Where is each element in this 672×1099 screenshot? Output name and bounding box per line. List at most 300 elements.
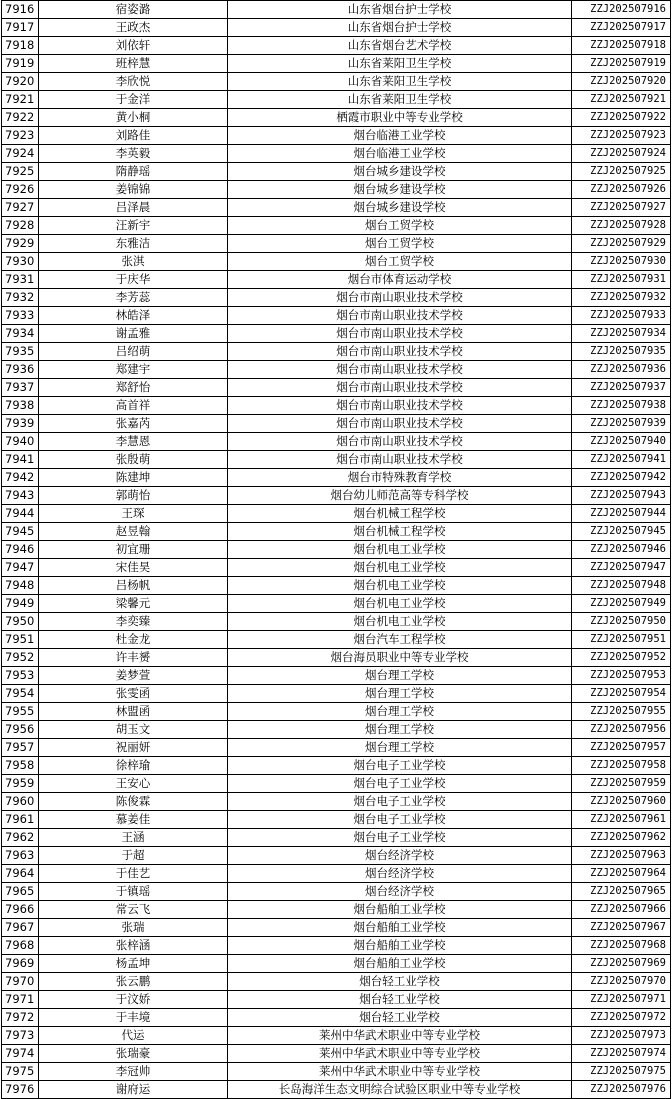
table-row: [2, 757, 671, 775]
table-row: [2, 469, 671, 487]
certificate-code: ZZJ202507941: [572, 451, 671, 469]
certificate-code: ZZJ202507932: [572, 289, 671, 307]
school-name: 烟台理工学校: [228, 685, 572, 703]
row-number: 7953: [2, 667, 39, 685]
school-name: 莱州中华武术职业中等专业学校: [228, 1027, 572, 1045]
student-name: 郑建宇: [39, 361, 228, 379]
row-number: 7918: [2, 37, 39, 55]
student-name: 谢孟雅: [39, 325, 228, 343]
school-name: 烟台市南山职业技术学校: [228, 415, 572, 433]
school-name: 烟台轻工业学校: [228, 991, 572, 1009]
row-number: 7924: [2, 145, 39, 163]
row-number: 7970: [2, 973, 39, 991]
row-number: 7965: [2, 883, 39, 901]
student-name: 宿姿潞: [39, 1, 228, 19]
row-number: 7936: [2, 361, 39, 379]
table-row: [2, 577, 671, 595]
row-number: 7923: [2, 127, 39, 145]
table-row: [2, 955, 671, 973]
certificate-code: ZZJ202507922: [572, 109, 671, 127]
school-name: 烟台市南山职业技术学校: [228, 433, 572, 451]
certificate-code: ZZJ202507933: [572, 307, 671, 325]
row-number: 7960: [2, 793, 39, 811]
certificate-code: ZZJ202507934: [572, 325, 671, 343]
student-name: 于丰境: [39, 1009, 228, 1027]
student-name: 于镇瑶: [39, 883, 228, 901]
row-number: 7948: [2, 577, 39, 595]
row-number: 7976: [2, 1081, 39, 1099]
certificate-code: ZZJ202507940: [572, 433, 671, 451]
table-row: [2, 505, 671, 523]
row-number: 7966: [2, 901, 39, 919]
school-name: 山东省烟台艺术学校: [228, 37, 572, 55]
table-row: [2, 991, 671, 1009]
school-name: 烟台汽车工程学校: [228, 631, 572, 649]
table-row: [2, 379, 671, 397]
row-number: 7922: [2, 109, 39, 127]
student-name: 许丰赟: [39, 649, 228, 667]
table-row: [2, 685, 671, 703]
table-row: [2, 649, 671, 667]
certificate-code: ZZJ202507965: [572, 883, 671, 901]
row-number: 7944: [2, 505, 39, 523]
school-name: 烟台市南山职业技术学校: [228, 361, 572, 379]
table-row: [2, 1, 671, 19]
school-name: 烟台机电工业学校: [228, 541, 572, 559]
table-row: [2, 865, 671, 883]
table-row: [2, 901, 671, 919]
certificate-code: ZZJ202507969: [572, 955, 671, 973]
student-name: 张瑞豪: [39, 1045, 228, 1063]
student-name: 王安心: [39, 775, 228, 793]
school-name: 烟台船舶工业学校: [228, 937, 572, 955]
row-number: 7961: [2, 811, 39, 829]
student-name: 隋静瑶: [39, 163, 228, 181]
row-number: 7930: [2, 253, 39, 271]
school-name: 烟台轻工业学校: [228, 973, 572, 991]
certificate-code: ZZJ202507975: [572, 1063, 671, 1081]
certificate-code: ZZJ202507974: [572, 1045, 671, 1063]
student-name: 于庆华: [39, 271, 228, 289]
certificate-code: ZZJ202507945: [572, 523, 671, 541]
row-number: 7934: [2, 325, 39, 343]
school-name: 烟台工贸学校: [228, 217, 572, 235]
school-name: 长岛海洋生态文明综合试验区职业中等专业学校: [228, 1081, 572, 1099]
table-row: [2, 721, 671, 739]
school-name: 山东省烟台护士学校: [228, 19, 572, 37]
table-row: [2, 397, 671, 415]
table-row: [2, 559, 671, 577]
certificate-code: ZZJ202507925: [572, 163, 671, 181]
table-row: [2, 667, 671, 685]
table-row: [2, 55, 671, 73]
row-number: 7926: [2, 181, 39, 199]
row-number: 7920: [2, 73, 39, 91]
row-number: 7946: [2, 541, 39, 559]
row-number: 7929: [2, 235, 39, 253]
student-name: 于超: [39, 847, 228, 865]
student-name: 杨孟坤: [39, 955, 228, 973]
student-name: 徐梓瑜: [39, 757, 228, 775]
student-name: 李慧恩: [39, 433, 228, 451]
certificate-code: ZZJ202507953: [572, 667, 671, 685]
row-number: 7927: [2, 199, 39, 217]
student-name: 王涵: [39, 829, 228, 847]
table-row: [2, 523, 671, 541]
row-number: 7932: [2, 289, 39, 307]
certificate-code: ZZJ202507916: [572, 1, 671, 19]
student-name: 吕泽晨: [39, 199, 228, 217]
certificate-code: ZZJ202507954: [572, 685, 671, 703]
table-row: [2, 703, 671, 721]
student-name: 李冠帅: [39, 1063, 228, 1081]
student-name: 吕杨帆: [39, 577, 228, 595]
student-name: 梁馨元: [39, 595, 228, 613]
school-name: 烟台理工学校: [228, 703, 572, 721]
student-name: 李芳蕊: [39, 289, 228, 307]
student-name: 谢府运: [39, 1081, 228, 1099]
table-row: [2, 37, 671, 55]
school-name: 山东省烟台护士学校: [228, 1, 572, 19]
certificate-code: ZZJ202507939: [572, 415, 671, 433]
certificate-code: ZZJ202507964: [572, 865, 671, 883]
school-name: 烟台电子工业学校: [228, 793, 572, 811]
table-row: [2, 217, 671, 235]
student-name: 张瑞: [39, 919, 228, 937]
table-row: [2, 325, 671, 343]
school-name: 烟台工贸学校: [228, 253, 572, 271]
student-name: 于金洋: [39, 91, 228, 109]
certificate-code: ZZJ202507921: [572, 91, 671, 109]
student-name: 林皓泽: [39, 307, 228, 325]
certificate-code: ZZJ202507944: [572, 505, 671, 523]
row-number: 7959: [2, 775, 39, 793]
student-name: 陈俊霖: [39, 793, 228, 811]
table-row: [2, 631, 671, 649]
student-name: 刘依轩: [39, 37, 228, 55]
student-name: 黄小桐: [39, 109, 228, 127]
certificate-code: ZZJ202507947: [572, 559, 671, 577]
table-row: [2, 1027, 671, 1045]
student-name: 慕姜佳: [39, 811, 228, 829]
row-number: 7935: [2, 343, 39, 361]
certificate-code: ZZJ202507918: [572, 37, 671, 55]
row-number: 7938: [2, 397, 39, 415]
student-name: 张嘉芮: [39, 415, 228, 433]
student-name: 姜锦锦: [39, 181, 228, 199]
table-row: [2, 253, 671, 271]
school-name: 烟台海员职业中等专业学校: [228, 649, 572, 667]
student-name: 于佳艺: [39, 865, 228, 883]
row-number: 7975: [2, 1063, 39, 1081]
table-row: [2, 307, 671, 325]
certificate-code: ZZJ202507937: [572, 379, 671, 397]
school-name: 烟台城乡建设学校: [228, 181, 572, 199]
school-name: 烟台机电工业学校: [228, 559, 572, 577]
student-name: 宋佳昊: [39, 559, 228, 577]
school-name: 烟台电子工业学校: [228, 775, 572, 793]
student-name: 代运: [39, 1027, 228, 1045]
table-row: [2, 73, 671, 91]
row-number: 7943: [2, 487, 39, 505]
school-name: 栖霞市职业中等专业学校: [228, 109, 572, 127]
school-name: 烟台船舶工业学校: [228, 919, 572, 937]
certificate-code: ZZJ202507938: [572, 397, 671, 415]
school-name: 烟台市南山职业技术学校: [228, 289, 572, 307]
school-name: 莱州中华武术职业中等专业学校: [228, 1045, 572, 1063]
row-number: 7947: [2, 559, 39, 577]
table-row: [2, 145, 671, 163]
row-number: 7931: [2, 271, 39, 289]
student-name: 李欣悦: [39, 73, 228, 91]
student-name: 姜梦萱: [39, 667, 228, 685]
student-name: 杜金龙: [39, 631, 228, 649]
table-row: [2, 127, 671, 145]
table-row: [2, 451, 671, 469]
table-row: [2, 181, 671, 199]
student-name: 张梓涵: [39, 937, 228, 955]
school-name: 烟台市体育运动学校: [228, 271, 572, 289]
student-name: 赵昱翰: [39, 523, 228, 541]
certificate-code: ZZJ202507923: [572, 127, 671, 145]
school-name: 烟台电子工业学校: [228, 811, 572, 829]
school-name: 烟台经济学校: [228, 847, 572, 865]
certificate-code: ZZJ202507952: [572, 649, 671, 667]
row-number: 7972: [2, 1009, 39, 1027]
certificate-code: ZZJ202507943: [572, 487, 671, 505]
table-row: [2, 1063, 671, 1081]
student-name: 东雅洁: [39, 235, 228, 253]
table-row: [2, 1045, 671, 1063]
student-name: 初宜珊: [39, 541, 228, 559]
school-name: 烟台市南山职业技术学校: [228, 451, 572, 469]
certificate-code: ZZJ202507968: [572, 937, 671, 955]
table-row: [2, 19, 671, 37]
row-number: 7968: [2, 937, 39, 955]
student-name: 郑舒怡: [39, 379, 228, 397]
school-name: 烟台机电工业学校: [228, 595, 572, 613]
row-number: 7964: [2, 865, 39, 883]
certificate-code: ZZJ202507936: [572, 361, 671, 379]
school-name: 烟台船舶工业学校: [228, 901, 572, 919]
table-row: [2, 919, 671, 937]
student-name: 张淇: [39, 253, 228, 271]
certificate-code: ZZJ202507946: [572, 541, 671, 559]
school-name: 山东省莱阳卫生学校: [228, 55, 572, 73]
school-name: 莱州中华武术职业中等专业学校: [228, 1063, 572, 1081]
table-row: [2, 163, 671, 181]
row-number: 7969: [2, 955, 39, 973]
student-name: 于汶娇: [39, 991, 228, 1009]
row-number: 7942: [2, 469, 39, 487]
certificate-code: ZZJ202507920: [572, 73, 671, 91]
school-name: 烟台理工学校: [228, 721, 572, 739]
certificate-code: ZZJ202507957: [572, 739, 671, 757]
student-name: 常云飞: [39, 901, 228, 919]
certificate-code: ZZJ202507955: [572, 703, 671, 721]
row-number: 7940: [2, 433, 39, 451]
row-number: 7958: [2, 757, 39, 775]
row-number: 7973: [2, 1027, 39, 1045]
school-name: 烟台理工学校: [228, 739, 572, 757]
certificate-code: ZZJ202507973: [572, 1027, 671, 1045]
certificate-code: ZZJ202507950: [572, 613, 671, 631]
table-row: [2, 1009, 671, 1027]
certificate-code: ZZJ202507958: [572, 757, 671, 775]
table-row: [2, 937, 671, 955]
certificate-code: ZZJ202507956: [572, 721, 671, 739]
table-row: [2, 595, 671, 613]
school-name: 烟台电子工业学校: [228, 829, 572, 847]
row-number: 7937: [2, 379, 39, 397]
certificate-code: ZZJ202507919: [572, 55, 671, 73]
school-name: 烟台机械工程学校: [228, 523, 572, 541]
certificate-code: ZZJ202507924: [572, 145, 671, 163]
certificate-code: ZZJ202507929: [572, 235, 671, 253]
student-name: 高首祥: [39, 397, 228, 415]
table-row: [2, 793, 671, 811]
row-number: 7956: [2, 721, 39, 739]
row-number: 7967: [2, 919, 39, 937]
certificate-code: ZZJ202507948: [572, 577, 671, 595]
student-name: 林盟函: [39, 703, 228, 721]
row-number: 7939: [2, 415, 39, 433]
certificate-code: ZZJ202507976: [572, 1081, 671, 1099]
certificate-code: ZZJ202507928: [572, 217, 671, 235]
certificate-code: ZZJ202507961: [572, 811, 671, 829]
certificate-code: ZZJ202507959: [572, 775, 671, 793]
row-number: 7917: [2, 19, 39, 37]
row-number: 7945: [2, 523, 39, 541]
student-name: 李英毅: [39, 145, 228, 163]
row-number: 7952: [2, 649, 39, 667]
student-name: 陈建坤: [39, 469, 228, 487]
table-row: [2, 883, 671, 901]
row-number: 7916: [2, 1, 39, 19]
certificate-code: ZZJ202507949: [572, 595, 671, 613]
certificate-code: ZZJ202507942: [572, 469, 671, 487]
row-number: 7941: [2, 451, 39, 469]
row-number: 7921: [2, 91, 39, 109]
certificate-code: ZZJ202507966: [572, 901, 671, 919]
school-name: 烟台工贸学校: [228, 235, 572, 253]
certificate-code: ZZJ202507926: [572, 181, 671, 199]
row-number: 7950: [2, 613, 39, 631]
certificate-code: ZZJ202507970: [572, 973, 671, 991]
table-row: [2, 415, 671, 433]
school-name: 烟台经济学校: [228, 883, 572, 901]
table-row: [2, 847, 671, 865]
school-name: 烟台理工学校: [228, 667, 572, 685]
student-name: 张云鹏: [39, 973, 228, 991]
table-row: [2, 199, 671, 217]
school-name: 烟台城乡建设学校: [228, 199, 572, 217]
certificate-code: ZZJ202507951: [572, 631, 671, 649]
student-name: 王琛: [39, 505, 228, 523]
certificate-code: ZZJ202507963: [572, 847, 671, 865]
student-name: 班梓慧: [39, 55, 228, 73]
student-name: 李奕臻: [39, 613, 228, 631]
certificate-code: ZZJ202507935: [572, 343, 671, 361]
certificate-code: ZZJ202507931: [572, 271, 671, 289]
row-number: 7919: [2, 55, 39, 73]
certificate-code: ZZJ202507971: [572, 991, 671, 1009]
student-name: 祝丽妍: [39, 739, 228, 757]
table-row: [2, 1081, 671, 1099]
student-name: 刘路佳: [39, 127, 228, 145]
school-name: 烟台临港工业学校: [228, 127, 572, 145]
table-row: [2, 487, 671, 505]
row-number: 7954: [2, 685, 39, 703]
table-row: [2, 541, 671, 559]
certificate-code: ZZJ202507967: [572, 919, 671, 937]
table-row: [2, 289, 671, 307]
student-name: 吕绍萌: [39, 343, 228, 361]
row-number: 7955: [2, 703, 39, 721]
student-name: 郭萌怡: [39, 487, 228, 505]
certificate-code: ZZJ202507930: [572, 253, 671, 271]
table-row: [2, 235, 671, 253]
table-row: [2, 343, 671, 361]
row-number: 7957: [2, 739, 39, 757]
certificate-code: ZZJ202507917: [572, 19, 671, 37]
table-row: [2, 613, 671, 631]
table-row: [2, 433, 671, 451]
school-name: 烟台市南山职业技术学校: [228, 325, 572, 343]
certificate-code: ZZJ202507962: [572, 829, 671, 847]
school-name: 烟台机械工程学校: [228, 505, 572, 523]
row-number: 7963: [2, 847, 39, 865]
certificate-code: ZZJ202507960: [572, 793, 671, 811]
roster-body: [2, 1, 671, 1099]
table-row: [2, 739, 671, 757]
school-name: 山东省莱阳卫生学校: [228, 91, 572, 109]
school-name: 烟台市南山职业技术学校: [228, 397, 572, 415]
certificate-code: ZZJ202507927: [572, 199, 671, 217]
school-name: 烟台市南山职业技术学校: [228, 379, 572, 397]
table-row: [2, 91, 671, 109]
student-name: 汪新宇: [39, 217, 228, 235]
table-row: [2, 271, 671, 289]
school-name: 烟台船舶工业学校: [228, 955, 572, 973]
row-number: 7949: [2, 595, 39, 613]
table-row: [2, 829, 671, 847]
school-name: 烟台市特殊教育学校: [228, 469, 572, 487]
school-name: 山东省莱阳卫生学校: [228, 73, 572, 91]
row-number: 7928: [2, 217, 39, 235]
table-row: [2, 361, 671, 379]
row-number: 7962: [2, 829, 39, 847]
school-name: 烟台市南山职业技术学校: [228, 307, 572, 325]
table-row: [2, 109, 671, 127]
student-name: 张殷萌: [39, 451, 228, 469]
school-name: 烟台临港工业学校: [228, 145, 572, 163]
school-name: 烟台电子工业学校: [228, 757, 572, 775]
school-name: 烟台经济学校: [228, 865, 572, 883]
roster-table: [1, 0, 671, 1099]
table-row: [2, 973, 671, 991]
table-row: [2, 811, 671, 829]
school-name: 烟台机电工业学校: [228, 613, 572, 631]
school-name: 烟台轻工业学校: [228, 1009, 572, 1027]
school-name: 烟台机电工业学校: [228, 577, 572, 595]
school-name: 烟台城乡建设学校: [228, 163, 572, 181]
row-number: 7925: [2, 163, 39, 181]
certificate-code: ZZJ202507972: [572, 1009, 671, 1027]
table-row: [2, 775, 671, 793]
school-name: 烟台幼儿师范高等专科学校: [228, 487, 572, 505]
student-name: 张雯函: [39, 685, 228, 703]
